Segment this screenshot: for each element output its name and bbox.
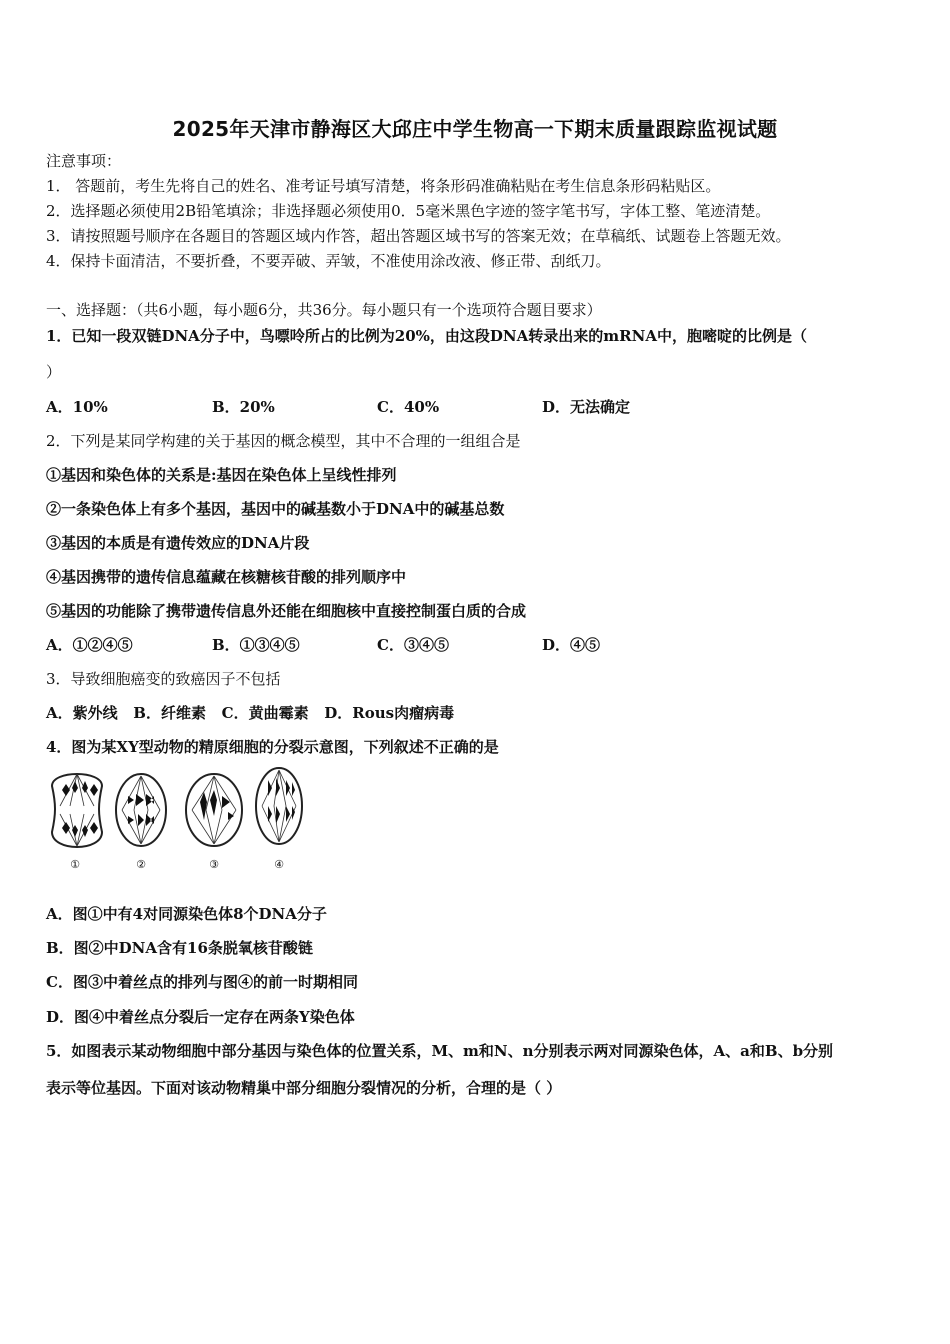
q1-option-d: D．无法确定 bbox=[542, 398, 631, 416]
section-heading: 一、选择题：（共6小题，每小题6分，共36分。每小题只有一个选项符合题目要求） bbox=[46, 301, 602, 319]
q2-stem: 2．下列是某同学构建的关于基因的概念模型，其中不合理的一组组合是 bbox=[46, 432, 521, 450]
q2-item: ③基因的本质是有遗传效应的DNA片段 bbox=[46, 534, 310, 552]
q1-option-c: C．40% bbox=[377, 398, 440, 416]
q3-options: A．紫外线 B．纤维素 C．黄曲霉素 D．Rous肉瘤病毒 bbox=[46, 704, 455, 722]
figure-label-4: ④ bbox=[274, 858, 284, 871]
q1-option-a: A．10% bbox=[46, 398, 108, 416]
notice-item: 1． 答题前，考生先将自己的姓名、准考证号填写清楚，将条形码准确粘贴在考生信息条形码粘贴区。 bbox=[46, 177, 721, 195]
figure-label-3: ③ bbox=[209, 858, 219, 871]
q4-stem: 4．图为某XY型动物的精原细胞的分裂示意图，下列叙述不正确的是 bbox=[46, 738, 499, 756]
q1-option-b: B．20% bbox=[212, 398, 275, 416]
q4-option-b: B．图②中DNA含有16条脱氧核苷酸链 bbox=[46, 939, 313, 957]
cell-division-figure bbox=[42, 766, 308, 876]
q2-item: ④基因携带的遗传信息蕴藏在核糖核苷酸的排列顺序中 bbox=[46, 568, 407, 586]
q1-stem: 1．已知一段双链DNA分子中，鸟嘌呤所占的比例为20%，由这段DNA转录出来的mRNA中，胞嘧啶的比例是（ bbox=[46, 327, 807, 345]
q2-option-d: D．④⑤ bbox=[542, 636, 601, 654]
q4-option-a: A．图①中有4对同源染色体8个DNA分子 bbox=[46, 905, 327, 923]
q2-item: ②一条染色体上有多个基因，基因中的碱基数小于DNA中的碱基总数 bbox=[46, 500, 505, 518]
q2-item: ①基因和染色体的关系是:基因在染色体上呈线性排列 bbox=[46, 466, 397, 484]
q4-option-d: D．图④中着丝点分裂后一定存在两条Y染色体 bbox=[46, 1008, 355, 1026]
notice-item: 4．保持卡面清洁，不要折叠，不要弄破、弄皱，不准使用涂改液、修正带、刮纸刀。 bbox=[46, 252, 611, 270]
page-title: 2025年天津市静海区大邱庄中学生物高一下期末质量跟踪监视试题 bbox=[172, 117, 778, 141]
figure-label-1: ① bbox=[70, 858, 80, 871]
notice-item: 3．请按照题号顺序在各题目的答题区域内作答，超出答题区域书写的答案无效；在草稿纸、试题卷上答题无效。 bbox=[46, 227, 791, 245]
q4-option-c: C．图③中着丝点的排列与图④的前一时期相同 bbox=[46, 973, 358, 991]
notice-heading: 注意事项： bbox=[46, 152, 122, 170]
notice-item: 2．选择题必须使用2B铅笔填涂；非选择题必须使用0．5毫米黑色字迹的签字笔书写，字体工整、笔迹清楚。 bbox=[46, 202, 771, 220]
q3-stem: 3．导致细胞癌变的致癌因子不包括 bbox=[46, 670, 281, 688]
q5-stem-line1: 5．如图表示某动物细胞中部分基因与染色体的位置关系，M、m和N、n分别表示两对同源染色体，A、a和B、b分别 bbox=[46, 1042, 834, 1060]
q2-item: ⑤基因的功能除了携带遗传信息外还能在细胞核中直接控制蛋白质的合成 bbox=[46, 602, 527, 620]
q2-option-b: B．①③④⑤ bbox=[212, 636, 300, 654]
q2-option-a: A．①②④⑤ bbox=[46, 636, 133, 654]
q2-option-c: C．③④⑤ bbox=[377, 636, 449, 654]
cell-4-outline bbox=[256, 768, 302, 844]
figure-label-2: ② bbox=[136, 858, 146, 871]
cell-2-outline bbox=[116, 774, 166, 846]
q1-stem-end: ） bbox=[46, 363, 62, 381]
q5-stem-line2: 表示等位基因。下面对该动物精巢中部分细胞分裂情况的分析，合理的是（ ） bbox=[46, 1079, 562, 1097]
